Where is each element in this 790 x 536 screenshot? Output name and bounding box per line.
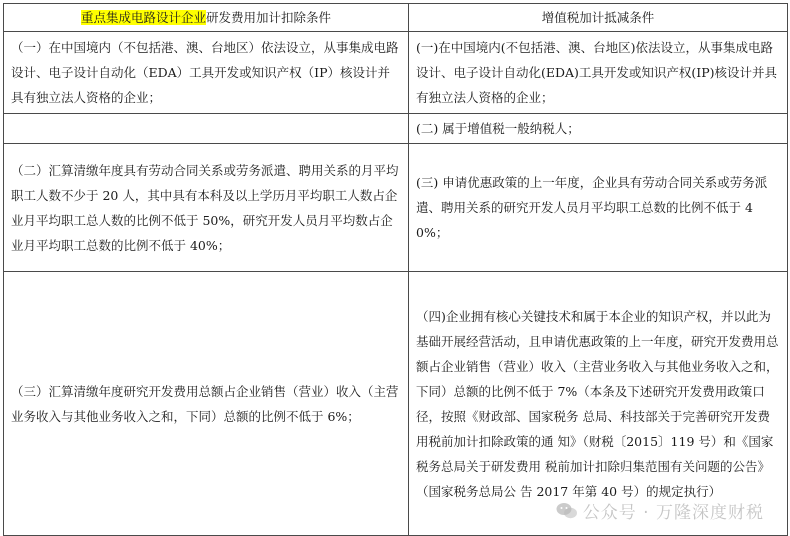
header-left-highlight: 重点集成电路设计企业: [80, 10, 206, 25]
table-row: [4, 144, 788, 272]
table-header-row: [4, 4, 788, 32]
header-right-cell: 增值税加计抵减条件: [409, 4, 788, 32]
row4-left-cell: （三）汇算清缴年度研究开发费用总额占企业销售（营业）收入（主营业务收入与其他业务收入之和，下同）总额的比例不低于 6%；: [4, 272, 409, 536]
header-left-cell: [4, 4, 409, 32]
table-row: [4, 272, 788, 536]
wechat-official-account-icon: [556, 502, 578, 520]
comparison-table: [3, 3, 788, 536]
watermark: [556, 498, 764, 523]
header-left-rest: 研发费用加计扣除条件: [206, 10, 332, 25]
table-row: [4, 114, 788, 144]
watermark-text: 公众号 · 万隆深度财税: [582, 503, 764, 523]
row3-left-cell: （二）汇算清缴年度具有劳动合同关系或劳务派遣、聘用关系的月平均职工人数不少于 20 人，其中具有本科及以上学历月平均职工人数占企业月平均职工总人数的比例不低于 50%，研究开发人员月平均数占企业月平均职工总数的比例不低于 40%；: [4, 144, 409, 272]
row3-right-cell: (三) 申请优惠政策的上一年度，企业具有劳动合同关系或劳务派遣、聘用关系的研究开发人员月平均职工总数的比例不低于 40%；: [409, 144, 788, 272]
row1-left-cell: （一）在中国境内（不包括港、澳、台地区）依法设立，从事集成电路设计、电子设计自动化（EDA）工具开发或知识产权（IP）核设计并具有独立法人资格的企业；: [4, 32, 409, 114]
table-row: [4, 32, 788, 114]
row2-right-cell: (二) 属于增值税一般纳税人；: [409, 114, 788, 144]
row1-right-cell: (一)在中国境内(不包括港、澳、台地区)依法设立，从事集成电路设计、电子设计自动化(EDA)工具开发或知识产权(IP)核设计并具有独立法人资格的企业；: [409, 32, 788, 114]
row2-left-cell: [4, 114, 409, 144]
row4-right-cell: （四)企业拥有核心关键技术和属于本企业的知识产权，并以此为基础开展经营活动，且申请优惠政策的上一年度，研究开发费用总额占企业销售（营业）收入（主营业务收入与其他业务收入之和，下同）总额的比例不低于 7%（本条及下述研究开发费用政策口径，按照《财政部、国家税务 总局、科技部关于完善研究开发费用税前加计扣除政策的通 知》（财税〔2015〕119 号）和《国家税务总局关于研发费用 税前加计扣除归集范围有关问题的公告》（国家税务总局公 告 2017 年第 40 号）的规定执行）: [409, 272, 788, 536]
